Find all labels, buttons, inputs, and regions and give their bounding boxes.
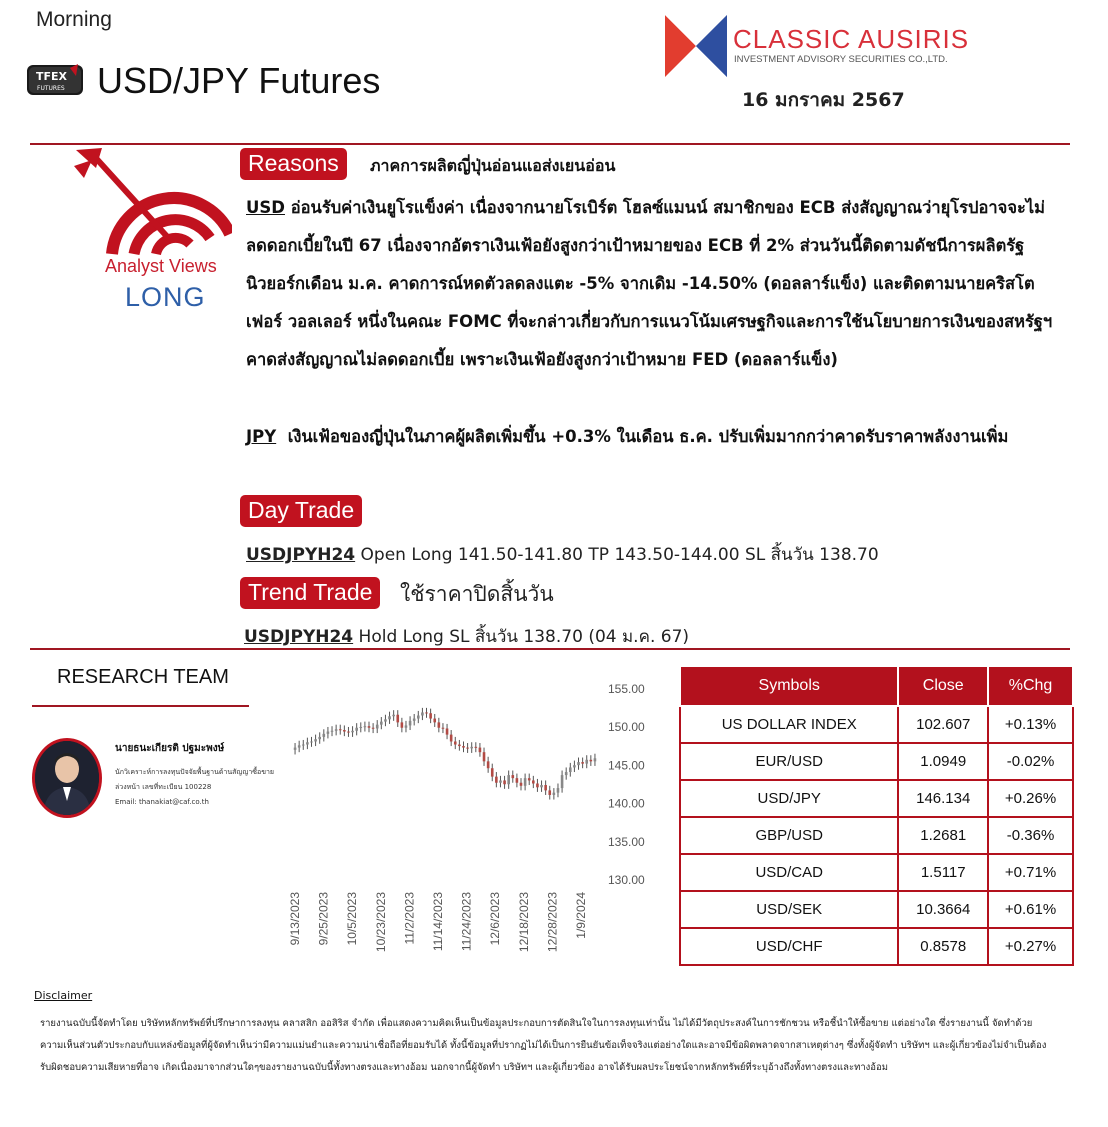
candle-body — [372, 728, 375, 729]
table-row — [680, 928, 1073, 965]
candle-body — [384, 719, 387, 721]
candle-body — [536, 784, 539, 788]
candle-body — [516, 778, 519, 783]
trend-trade-symbol: USDJPYH24 — [244, 627, 354, 647]
y-tick-label: 145.00 — [608, 758, 645, 773]
table-row — [680, 891, 1073, 928]
candle-body — [306, 742, 309, 744]
candle-body — [524, 778, 527, 786]
reasons-badge: Reasons — [240, 148, 347, 180]
trend-trade-line — [244, 623, 689, 650]
research-team-underline — [32, 705, 249, 707]
candle-body — [409, 721, 412, 726]
candle-body — [466, 748, 469, 749]
x-tick-label: 10/23/2023 — [373, 892, 388, 953]
change-cell: +0.13% — [988, 706, 1073, 743]
company-subtitle: INVESTMENT ADVISORY SECURITIES CO.,LTD. — [734, 54, 948, 65]
candle-body — [405, 725, 408, 727]
candle-body — [429, 713, 432, 718]
candle-body — [413, 719, 416, 721]
y-tick-label: 140.00 — [608, 796, 645, 811]
day-trade-symbol: USDJPYH24 — [246, 545, 356, 565]
symbol-cell: USD/CAD — [680, 854, 898, 891]
candle-body — [573, 765, 576, 767]
candle-body — [585, 760, 588, 764]
table-row — [680, 706, 1073, 743]
x-tick-label: 10/5/2023 — [345, 892, 360, 946]
candle-body — [298, 745, 301, 747]
candle-body — [310, 741, 313, 742]
candle-body — [544, 785, 547, 790]
jpy-label: JPY — [246, 427, 277, 446]
analyst-views-label: Analyst Views — [105, 256, 217, 276]
candle-body — [479, 748, 482, 753]
candle-body — [462, 746, 465, 748]
x-tick-label: 1/9/2024 — [574, 892, 588, 939]
symbol-cell: USD/SEK — [680, 891, 898, 928]
candle-body — [335, 729, 338, 731]
usd-text: อ่อนรับค่าเงินยูโรแข็งค่า เนื่องจากนายโรเบิร์ต โฮลซ์แมนน์ สมาชิกของ ECB ส่งสัญญาณว่ายุโรปอาจจะไม่ลดดอกเบี้ยในปี 67 เนื่องจากอัตราเงินเฟ้อยังสูงกว่าเป้าหมายของ ECB ที่ 2% ส่วนวันนี้ติดตามดัชนีการผลิตรัฐนิวยอร์กเดือน ม.ค. คาดการณ์หดตัวลดลงแตะ -5% จากเดิม -14.50% (ดอลลาร์แข็ง) และติดตามนายคริสโตเฟอร์ วอลเลอร์ หนึ่งในคณะ FOMC ที่จะกล่าวเกี่ยวกับการแนวโน้มเศรษฐกิจและการใช้นโยบายการเงินของสหรัฐฯคาดส่งสัญญาณไม่ลดดอกเบี้ย เพราะเงินเฟ้อยังสูงกว่าเป้าหมาย FED (ดอลลาร์แข็ง) — [246, 198, 1053, 369]
divider-mid — [30, 648, 1070, 650]
day-trade-text: Open Long 141.50-141.80 TP 143.50-144.00 SL สิ้นวัน 138.70 — [360, 545, 879, 565]
candle-body — [548, 790, 551, 795]
target-icon — [72, 146, 232, 258]
candle-body — [487, 761, 490, 768]
candle-body — [532, 780, 535, 783]
candle-body — [401, 722, 404, 727]
candle-body — [343, 730, 346, 732]
close-cell: 10.3664 — [898, 891, 988, 928]
candle-body — [503, 780, 506, 784]
candle-body — [495, 777, 498, 783]
x-tick-label: 12/28/2023 — [545, 892, 560, 953]
candle-body — [339, 729, 342, 730]
company-name: CLASSIC AUSIRIS — [733, 24, 970, 54]
header-close: Close — [898, 666, 988, 706]
analyst-role: นักวิเคราะห์การลงทุนปัจจัยพื้นฐานด้านสัญญาซื้อขายล่วงหน้า เลขที่ทะเบียน 100228 — [115, 768, 275, 791]
y-tick-label: 130.00 — [608, 873, 645, 887]
candle-body — [458, 745, 461, 747]
table-row — [680, 780, 1073, 817]
candle-body — [323, 734, 326, 737]
candle-body — [438, 722, 441, 727]
research-team-title: RESEARCH TEAM — [57, 666, 229, 688]
day-trade-line — [246, 541, 879, 568]
candle-body — [446, 728, 449, 734]
analyst-name: นายธนะเกียรติ ปฐมะพงษ์ — [115, 743, 225, 754]
candle-body — [351, 731, 354, 733]
candle-body — [520, 783, 523, 786]
candle-body — [355, 728, 358, 731]
header-symbols: Symbols — [680, 666, 898, 706]
candle-body — [491, 768, 494, 776]
y-tick-label: 155.00 — [608, 682, 645, 696]
usd-paragraph — [246, 189, 1056, 379]
candle-body — [557, 788, 560, 793]
candle-body — [553, 793, 556, 795]
candle-body — [331, 731, 334, 732]
symbol-cell: EUR/USD — [680, 743, 898, 780]
candle-body — [421, 712, 424, 715]
usd-label: USD — [246, 198, 285, 217]
symbol-cell: USD/JPY — [680, 780, 898, 817]
candle-body — [450, 735, 453, 742]
symbol-cell: GBP/USD — [680, 817, 898, 854]
close-cell: 102.607 — [898, 706, 988, 743]
company-logo — [665, 15, 727, 77]
candle-body — [368, 726, 371, 728]
change-cell: +0.26% — [988, 780, 1073, 817]
divider-top — [30, 143, 1070, 145]
page-title: USD/JPY Futures — [97, 60, 381, 101]
x-tick-label: 12/18/2023 — [516, 892, 531, 953]
candle-body — [470, 747, 473, 749]
candle-body — [302, 745, 305, 746]
symbol-cell: US DOLLAR INDEX — [680, 706, 898, 743]
x-tick-label: 11/14/2023 — [431, 892, 445, 952]
candle-body — [392, 715, 395, 717]
candle-body — [417, 716, 420, 719]
candle-body — [581, 762, 584, 764]
quotes-header-row — [680, 666, 1073, 706]
price-chart-svg — [285, 670, 670, 970]
close-cell: 0.8578 — [898, 928, 988, 965]
disclaimer-text: รายงานฉบับนี้จัดทำโดย บริษัทหลักทรัพย์ที่ปรึกษาการลงทุน คลาสสิก ออสิริส จำกัด เพื่อแสดงความคิดเห็นเป็นข้อมูลประกอบการตัดสินใจในการลงทุนเท่านั้น ไม่ได้มีวัตถุประสงค์ในการชักชวน หรือชี้นำให้ซื้อขาย แต่อย่างใด ซึ่งรายงานนี้ จัดทำด้วยความเห็นส่วนตัวประกอบกับแหล่งข้อมูลที่ผู้จัดทำเห็นว่ามีความแม่นยำและความน่าเชื่อถือที่ยอมรับได้ ทั้งนี้ข้อมูลที่ปรากฏไม่ได้เป็นการยืนยันข้อเท็จจริงแต่อย่างใดและอาจมีข้อผิดพลาดจากสาเหตุต่างๆ ซึ่งทั้งผู้จัดทำ บริษัทฯ และผู้เกี่ยวข้องไม่จำเป็นต้องรับผิดชอบความเสียหายที่อาจ เกิดเนื่องมาจากส่วนใดๆของรายงานฉบับนี้ทั้งทางตรงและทางอ้อม นอกจากนี้ผู้จัดทำ บริษัทฯ และผู้เกี่ยวข้อง อาจได้รับผลประโยชน์จากหลักทรัพย์ที่ระบุอ้างถึงทั้งทางตรงและทางอ้อม — [40, 1018, 1047, 1073]
analyst-view-value: LONG — [125, 282, 206, 312]
candle-body — [561, 775, 564, 788]
close-cell: 1.0949 — [898, 743, 988, 780]
candle-body — [388, 716, 391, 719]
y-tick-label: 135.00 — [608, 834, 645, 849]
svg-text:TFEX: TFEX — [36, 70, 68, 83]
candle-body — [359, 727, 362, 728]
candle-body — [475, 747, 478, 748]
candle-body — [569, 767, 572, 772]
analyst-avatar — [32, 738, 102, 818]
reasons-subtitle: ภาคการผลิตญี่ปุ่นอ่อนแอส่งเยนอ่อน — [370, 156, 616, 175]
candle-body — [364, 726, 367, 727]
candle-body — [594, 758, 597, 761]
candle-body — [396, 715, 399, 723]
x-tick-label: 12/6/2023 — [488, 892, 503, 946]
candle-body — [376, 725, 379, 729]
x-tick-label: 11/2/2023 — [402, 892, 417, 945]
candle-body — [590, 760, 593, 762]
analyst-description — [115, 765, 285, 810]
close-cell: 1.5117 — [898, 854, 988, 891]
jpy-text: เงินเฟ้อของญี่ปุ่นในภาคผู้ผลิตเพิ่มขึ้น +0.3% ในเดือน ธ.ค. ปรับเพิ่มมากกว่าคาดรับราคาพลังงานเพิ่ม — [287, 427, 1009, 446]
candle-body — [483, 752, 486, 761]
disclaimer-title: Disclaimer — [34, 989, 93, 1002]
trend-trade-badge: Trend Trade — [240, 577, 380, 609]
table-row — [680, 854, 1073, 891]
candle-body — [425, 712, 428, 713]
candle-body — [507, 775, 510, 784]
table-row — [680, 743, 1073, 780]
candle-body — [577, 762, 580, 765]
x-tick-label: 9/13/2023 — [288, 892, 302, 946]
change-cell: -0.02% — [988, 743, 1073, 780]
jpy-paragraph — [246, 418, 1056, 456]
trend-trade-subtitle: ใช้ราคาปิดสิ้นวัน — [400, 582, 554, 606]
candle-body — [540, 785, 543, 787]
close-cell: 1.2681 — [898, 817, 988, 854]
candle-body — [433, 719, 436, 723]
header-change: %Chg — [988, 666, 1073, 706]
price-chart — [285, 670, 670, 970]
candle-body — [380, 722, 383, 725]
candle-body — [528, 778, 531, 780]
change-cell: +0.27% — [988, 928, 1073, 965]
close-cell: 146.134 — [898, 780, 988, 817]
day-trade-badge: Day Trade — [240, 495, 362, 527]
change-cell: +0.71% — [988, 854, 1073, 891]
candle-body — [327, 732, 330, 734]
candle-body — [347, 732, 350, 733]
analyst-email: Email: thanakiat@caf.co.th — [115, 798, 209, 806]
svg-text:FUTURES: FUTURES — [37, 85, 65, 92]
candle-body — [318, 737, 321, 739]
change-cell: -0.36% — [988, 817, 1073, 854]
x-tick-label: 11/24/2023 — [459, 892, 474, 952]
tfex-logo — [26, 62, 84, 98]
candle-body — [511, 775, 514, 778]
y-tick-label: 150.00 — [608, 720, 645, 735]
candle-body — [314, 739, 317, 741]
symbol-cell: USD/CHF — [680, 928, 898, 965]
candle-body — [294, 748, 297, 750]
quotes-table — [679, 665, 1074, 966]
x-tick-label: 9/25/2023 — [316, 892, 331, 946]
candle-body — [454, 741, 457, 744]
trend-trade-text: Hold Long SL สิ้นวัน 138.70 (04 ม.ค. 67) — [358, 627, 690, 647]
edition-label: Morning — [36, 8, 112, 31]
report-date: 16 มกราคม 2567 — [742, 89, 905, 111]
candle-body — [499, 780, 502, 782]
candle-body — [442, 728, 445, 729]
candle-body — [565, 772, 568, 775]
table-row — [680, 817, 1073, 854]
change-cell: +0.61% — [988, 891, 1073, 928]
